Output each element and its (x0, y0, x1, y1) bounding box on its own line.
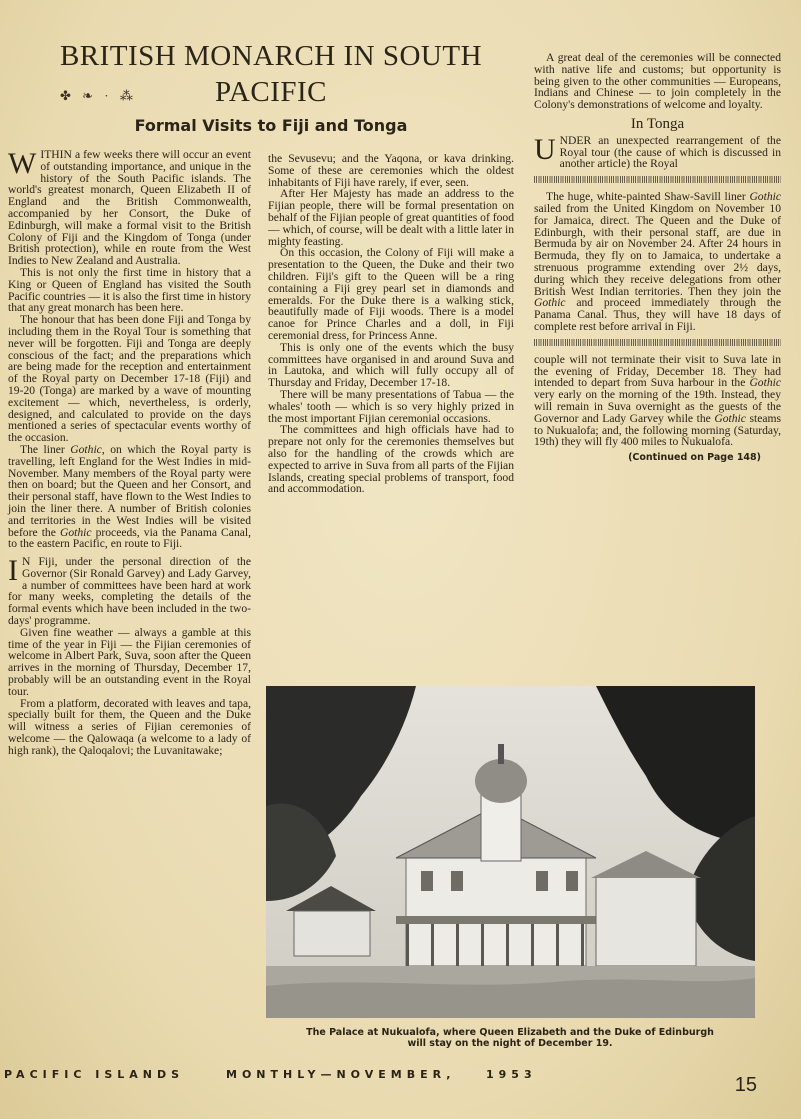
paragraph: There will be many presentations of Tabua — the whales' tooth — which is so very highly prized in the most important Fijian ceremonial occasions. (268, 387, 514, 425)
paragraph: This is not only the first time in history that a King or Queen of England has visited the South Pacific countries — it is also the first time in history that any great monarch has been here. (8, 265, 251, 315)
footer-publication: PACIFIC ISLANDS (4, 1068, 185, 1081)
column-1 (8, 149, 251, 757)
paragraph: The committees and high officials have had to prepare not only for the ceremonies themselves but also for the handling of the crowds which are expected to arrive in Suva from all parts of the Fijian Islands, creating special problems of transport, food and accommodation. (268, 423, 514, 496)
paragraph: Given fine weather — always a gamble at this time of the year in Fiji — the Fijian ceremonies of welcome in Albert Park, Suva, soon after the Queen arrives in the morning of Thursday, December 17, probably will be an outstanding event in the Royal tour. (8, 625, 251, 698)
palace-photo (266, 686, 755, 1018)
section-heading: In Tonga (630, 115, 685, 132)
decorative-rule (534, 339, 781, 346)
decorative-ornament-icon: ✤ ❧ · ⁂ (60, 88, 137, 103)
paragraph: WITHIN a few weeks there will occur an event of outstanding importance, and unique in the history of the South Pacific islands. The world's greatest monarch, Queen Elizabeth II of England and the British Commonwealth, accompanied by her Consort, the Duke of Edinburgh, will make a formal visit to the British Colony of Fiji and the Kingdom of Tonga (under British protection), while en route from the West Indies to New Zealand and Australia. (8, 147, 251, 268)
column-3 (534, 52, 781, 464)
paragraph: A great deal of the ceremonies will be connected with native life and customs; but opportunity is being given to the other communities — Europeans, Indians and Chinese — to join completely in the Colony's demonstrations of welcome and loyalty. (534, 51, 781, 112)
drop-cap: U (534, 132, 556, 166)
paragraph: From a platform, decorated with leaves and tapa, specially built for them, the Queen and the Duke will witness a series of Fijian ceremonies of welcome — the Qalowaqa (a welcome to a lady of high rank), the Qaloqalovi; the Luvanitawake; (8, 696, 251, 757)
column-2 (268, 153, 514, 495)
paragraph: couple will not terminate their visit to Suva late in the evening of Friday, December 18. They had intended to depart from Suva harbour in the Gothic very early on the morning of the 19th. Instead, they will remain in Suva overnight as the guests of the Governor and Lady Garvey while the Gothic steams to Nukualofa; and, the following morning (Saturday, 19th) they will fly 400 miles to Nukualofa. (534, 352, 782, 449)
photo-caption: The Palace at Nukualofa, where Queen Elizabeth and the Duke of Edinburgh will stay on the night of December 19. (306, 1027, 714, 1049)
page-number: 15 (734, 1074, 757, 1096)
footer-issue: MONTHLY—NOVEMBER, (226, 1068, 456, 1081)
headline-line-1: BRITISH MONARCH IN SOUTH (59, 40, 483, 72)
decorative-rule (534, 176, 781, 183)
paragraph: This is only one of the events which the busy committees have organised in and around Suva and in Lautoka, and which will fully occupy all of Thursday and Friday, December 17-18. (268, 340, 514, 390)
continued-note: (Continued on Page 148) (628, 452, 761, 464)
paragraph: The liner Gothic, on which the Royal party is travelling, left England for the West Indies in mid-November. Many members of the Royal party were then on board; but the Queen and her Consort, and their personal staff, have flown to the West Indies to join the liner there. A number of British colonies and territories in the West Indies will be visited before the Gothic proceeds, via the Panama Canal, to the eastern Pacific, en route to Fiji. (8, 442, 252, 551)
drop-cap: W (8, 147, 37, 180)
footer-year: 1953 (486, 1068, 537, 1081)
paragraph: the Sevusevu; and the Yaqona, or kava drinking. Some of these are ceremonies which the oldest inhabitants of Fiji have rarely, if ever, seen. (268, 152, 514, 189)
subheadline: Formal Visits to Fiji and Tonga (134, 116, 408, 135)
paragraph: The huge, white-painted Shaw-Savill liner Gothic sailed from the United Kingdom on November 10 for Jamaica, direct. The Queen and the Duke of Edinburgh, with their personal staff, are due in Bermuda by air on November 24. After 24 hours in Bermuda, they fly on to Jamaica, to undertake a strenuous programme extending over 2½ days, during which they receive delegations from other British West Indian territories. Then they join the Gothic and proceed immediately through the Panama Canal. Thus, they will have 18 days of complete rest before arrival in Fiji. (534, 190, 781, 333)
paragraph: On this occasion, the Colony of Fiji will make a presentation to the Queen, the Duke and their two children. Fiji's gift to the Queen will be a ring containing a Fiji grey pearl set in diamonds and emeralds. For the Duke there is a walking stick, beautifully made of Fiji woods. There is a model canoe for Prince Charles and a doll, in Fiji ceremonial dress, for Princess Anne. (268, 246, 514, 342)
page-footer (0, 1068, 801, 1088)
paragraph: The honour that has been done Fiji and Tonga by including them in the Royal Tour is something that never will be forgotten. Fiji and Tonga are deeply conscious of the fact; and the preparations which are being made for the reception and entertainment of the Royal party on December 17-18 (Fiji) and 19-20 (Tonga) are marked by a wave of mounting excitement — which, nevertheless, is orderly, designed, and calculated to provide on the days mentioned a series of spectacular events worthy of the occasion. (8, 313, 251, 445)
headline-line-2: PACIFIC (214, 76, 328, 108)
drop-cap: I (8, 554, 18, 588)
paragraph: After Her Majesty has made an address to the Fijian people, there will be formal presentation on behalf of the Fijian people of great quantities of food — which, of course, will be dealt with a little later in mighty feasting. (268, 187, 514, 248)
paragraph: I N Fiji, under the personal direction of the Governor (Sir Ronald Garvey) and Lady Garvey, a number of committees have been hard at work for many weeks, completing the details of the formal events which have been included in the two-days' programme. (8, 554, 251, 628)
palace-photo-illustration (266, 686, 755, 1018)
paragraph: UNDER an unexpected rearrangement of the Royal tour (the cause of which is discussed in another article) the Royal (534, 132, 781, 171)
